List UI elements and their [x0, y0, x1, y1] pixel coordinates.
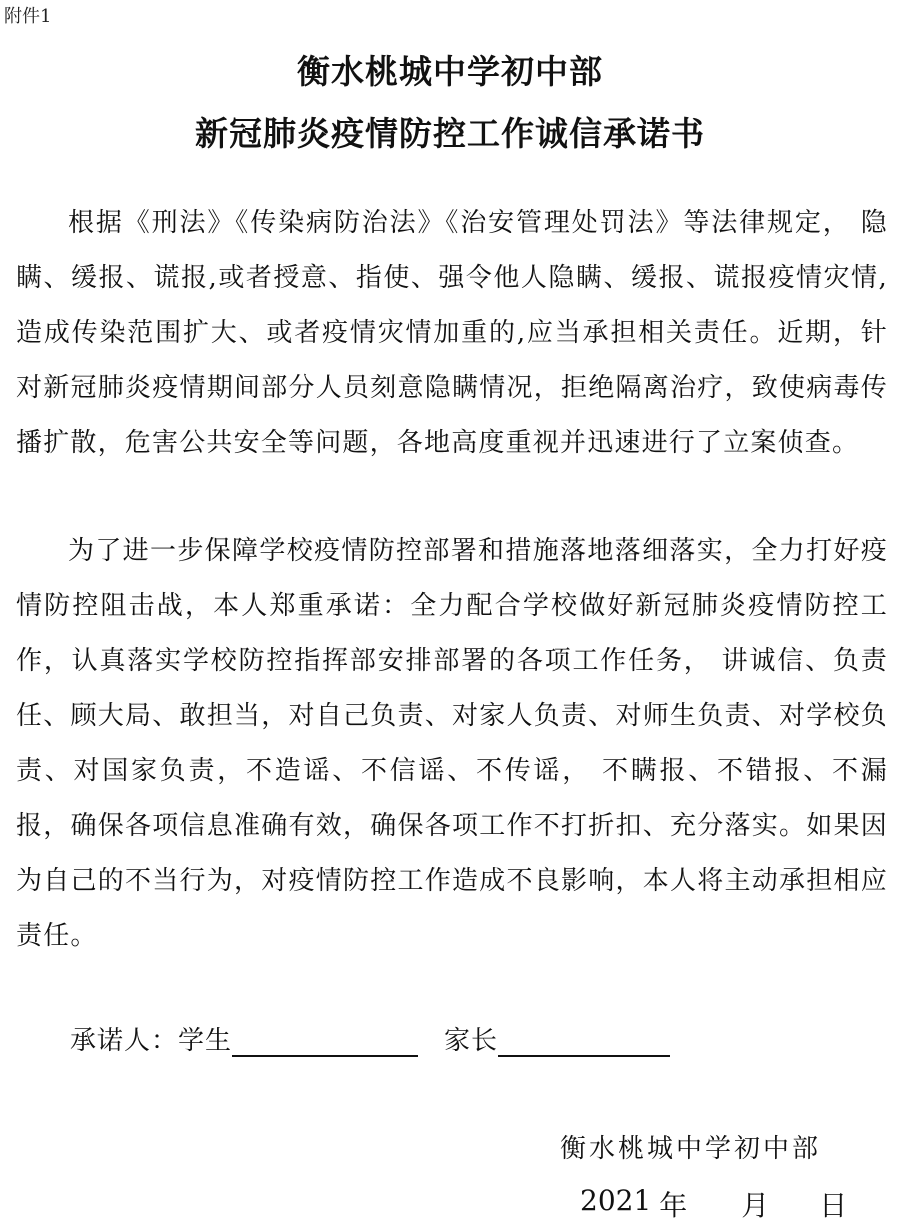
document-title-letter: 新冠肺炎疫情防控工作诚信承诺书 — [195, 114, 705, 153]
date-year: 2021 — [580, 1184, 652, 1217]
parent-signature-blank[interactable] — [498, 1025, 670, 1057]
student-signature-blank[interactable] — [232, 1025, 418, 1057]
date-year-label: 年 — [659, 1189, 688, 1222]
promisor-student-label: 承诺人：学生 — [70, 1026, 233, 1056]
date-day-label: 日 — [819, 1189, 848, 1222]
document-title-school: 衡水桃城中学初中部 — [297, 52, 603, 91]
paragraph-commitment: 为了进一步保障学校疫情防控部署和措施落地落细落实，全力打好疫情防控阻击战，本人郑重承诺：全力配合学校做好新冠肺炎疫情防控工作，认真落实学校防控指挥部安排部署的各项工作任务， 讲诚信、负责任、顾大局、敢担当，对自己负责、对家人负责、对师生负责、对学校负责、对国家负责，不造谣、不信谣、不传谣， 不瞒报、不错报、不漏报，确保各项信息准确有效，确保各项工作不打折扣、充分落实。如果因为自己的不当行为，对疫情防控工作造成不良影响，本人将主动承担相应责任。 — [16, 536, 888, 951]
signature-line — [70, 1020, 670, 1057]
paragraph-legal-basis: 根据《刑法》《传染病防治法》《治安管理处罚法》等法律规定， 隐瞒、缓报、谎报,或者授意、指使、强令他人隐瞒、缓报、谎报疫情灾情,造成传染范围扩大、或者疫情灾情加重的,应当承担相关责任。近期，针对新冠肺炎疫情期间部分人员刻意隐瞒情况，拒绝隔离治疗，致使病毒传播扩散，危害公共安全等问题，各地高度重视并迅速进行了立案侦查。 — [16, 208, 888, 458]
date-month-label: 月 — [741, 1189, 770, 1222]
parent-label: 家长 — [444, 1026, 499, 1056]
date-line — [580, 1184, 847, 1224]
issuer-name: 衡水桃城中学初中部 — [560, 1134, 822, 1164]
attachment-label: 附件1 — [4, 6, 52, 27]
